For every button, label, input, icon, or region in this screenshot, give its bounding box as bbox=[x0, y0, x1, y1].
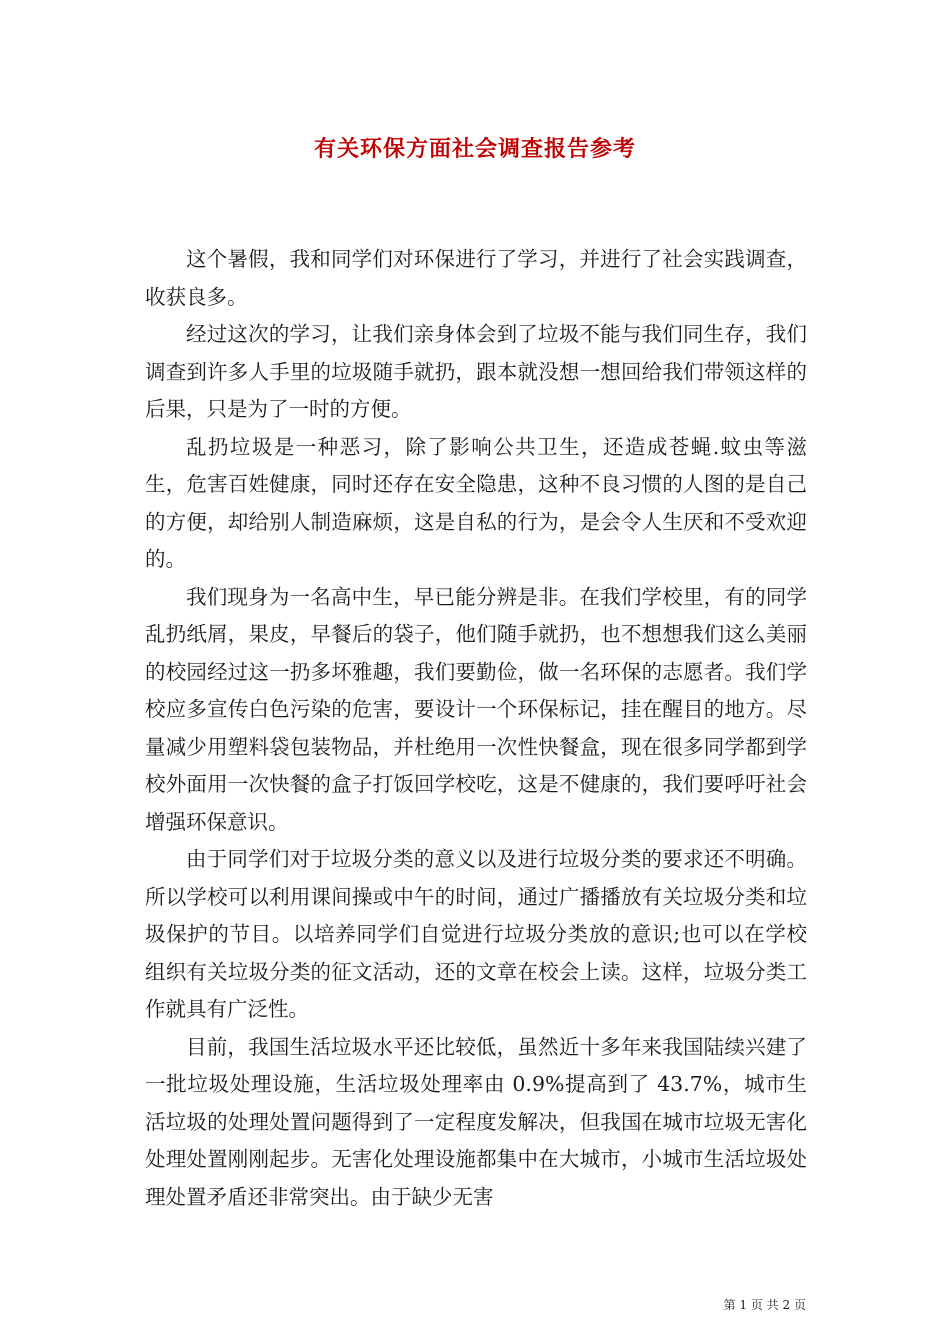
paragraph-4: 我们现身为一名高中生，早已能分辨是非。在我们学校里，有的同学乱扔纸屑，果皮，早餐后的袋子，他们随手就扔，也不想想我们这么美丽的校园经过这一扔多坏雅趣，我们要勤俭，做一名环保的志愿者。我们学校应多宣传白色污染的危害，要设计一个环保标记，挂在醒目的地方。尽量减少用塑料袋包装物品，并杜绝用一次性快餐盒，现在很多同学都到学校外面用一次快餐的盒子打饭回学校吃，这是不健康的，我们要呼吁社会增强环保意识。 bbox=[145, 584, 807, 834]
paragraph-2: 经过这次的学习，让我们亲身体会到了垃圾不能与我们同生存，我们调查到许多人手里的垃圾随手就扔，跟本就没想一想回给我们带领这样的后果，只是为了一时的方便。 bbox=[145, 322, 807, 421]
paragraph-5: 由于同学们对于垃圾分类的意义以及进行垃圾分类的要求还不明确。所以学校可以利用课间操或中午的时间，通过广播播放有关垃圾分类和垃圾保护的节目。以培养同学们自觉进行垃圾分类放的意识;也可以在学校组织有关垃圾分类的征文活动，还的文章在校会上读。这样，垃圾分类工作就具有广泛性。 bbox=[145, 847, 807, 1021]
paragraph-3: 乱扔垃圾是一种恶习，除了影响公共卫生，还造成苍蝇.蚊虫等滋生，危害百姓健康，同时还存在安全隐患，这种不良习惯的人图的是自己的方便，却给别人制造麻烦，这是自私的行为，是会令人生厌和不受欢迎的。 bbox=[145, 434, 807, 571]
document-body bbox=[145, 241, 807, 1216]
paragraph-6: 目前，我国生活垃圾水平还比较低，虽然近十多年来我国陆续兴建了一批垃圾处理设施，生活垃圾处理率由 0.9%提高到了 43.7%，城市生活垃圾的处理处置问题得到了一定程度发解决，但我国在城市垃圾无害化处理处置刚刚起步。无害化处理设施都集中在大城市，小城市生活垃圾处理处置矛盾还非常突出。由于缺少无害 bbox=[145, 1034, 807, 1209]
paragraph-1: 这个暑假，我和同学们对环保进行了学习，并进行了社会实践调查，收获良多。 bbox=[145, 247, 807, 309]
document-title: 有关环保方面社会调查报告参考 bbox=[313, 136, 636, 162]
page-number-footer: 第 1 页 共 2 页 bbox=[723, 1298, 806, 1312]
